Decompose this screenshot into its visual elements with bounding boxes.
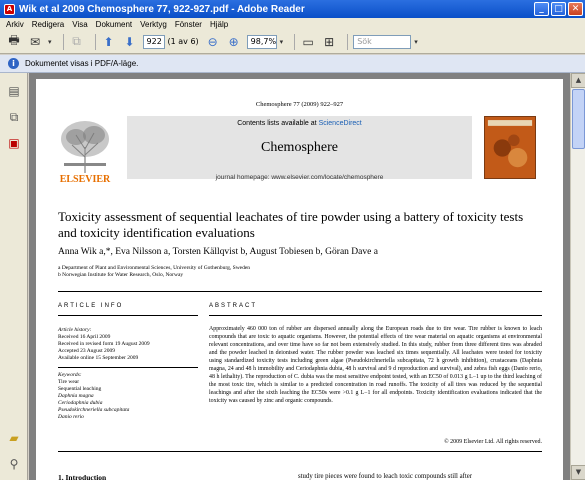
pages-icon[interactable]: ▤ — [8, 84, 20, 98]
history-item: Accepted 23 August 2009 — [58, 348, 115, 354]
contents-line — [127, 120, 472, 127]
toolbar-separator — [63, 34, 64, 50]
menu-dokument[interactable]: Dokument — [95, 19, 133, 29]
chevron-down-icon[interactable]: ▾ — [48, 37, 52, 46]
elsevier-tree-logo — [54, 117, 116, 173]
keyword: Pseudokirchneriella subcapitata — [58, 407, 130, 413]
keyword: Daphnia magna — [58, 393, 94, 399]
menu-bar — [0, 18, 585, 30]
menu-fonster[interactable]: Fönster — [174, 19, 202, 29]
keywords-label: Keywords: — [58, 372, 82, 378]
fit-width-icon[interactable]: ⊞ — [324, 34, 335, 49]
copyright: © 2009 Elsevier Ltd. All rights reserved. — [444, 439, 542, 445]
close-button[interactable]: ✕ — [568, 2, 583, 16]
affiliation-b: b Norwegian Institute for Water Research, Oslo, Norway — [58, 272, 184, 278]
title-bar — [0, 0, 585, 18]
window-title: Wik et al 2009 Chemosphere 77, 922-927.pdf - Adobe Reader — [19, 3, 305, 15]
journal-name: Chemosphere — [261, 140, 338, 155]
contents-prefix: Contents lists available at — [237, 120, 319, 127]
previous-page-icon[interactable]: ⬆ — [103, 34, 114, 49]
toolbar — [0, 30, 585, 54]
page-number-input[interactable]: 922 — [143, 35, 165, 49]
journal-reference: Chemosphere 77 (2009) 922–927 — [255, 101, 344, 108]
history-item: Received in revised form 19 August 2009 — [58, 341, 150, 347]
zoom-in-icon[interactable]: ⊕ — [228, 34, 239, 49]
print-icon[interactable]: 🖶 — [8, 33, 20, 47]
scrollbar-thumb[interactable] — [572, 89, 585, 149]
elsevier-wordmark: ELSEVIER — [59, 174, 111, 185]
menu-visa[interactable]: Visa — [72, 19, 88, 29]
divider — [209, 315, 542, 316]
keyword: Ceriodaphnia dubia — [58, 400, 103, 406]
email-icon[interactable]: ✉ — [29, 34, 41, 49]
article-title: Toxicity assessment of sequential leachates of tire powder using a battery of toxicity tests and toxicity identification evaluations — [58, 209, 524, 240]
navigation-pane — [0, 73, 28, 480]
divider — [58, 315, 198, 316]
divider — [58, 367, 198, 368]
collaborate-icon[interactable]: ⧉ — [72, 34, 81, 48]
page-count-label: (1 av 6) — [167, 37, 199, 46]
article-info — [58, 327, 198, 421]
article-info-heading: ARTICLE INFO — [58, 303, 124, 309]
divider — [58, 291, 542, 292]
minimize-button[interactable]: _ — [534, 2, 549, 16]
search-input[interactable]: Sök — [353, 35, 411, 49]
menu-hjalp[interactable]: Hjälp — [209, 19, 229, 29]
divider — [58, 451, 542, 452]
affiliation-a: a Department of Plant and Environmental Sciences, University of Gothenburg, Sweden — [58, 265, 251, 271]
author-list: Anna Wik a,*, Eva Nilsson a, Torsten Källqvist b, August Tobiesen b, Göran Dave a — [58, 247, 378, 257]
menu-verktyg[interactable]: Verktyg — [140, 19, 167, 29]
introduction-heading: 1. Introduction — [58, 473, 107, 480]
body-text-column-2: study tire pieces were found to leach toxic compounds still after — [298, 473, 473, 480]
journal-homepage: journal homepage: www.elsevier.com/locate/chemosphere — [215, 174, 384, 181]
keyword: Danio rerio — [58, 414, 84, 420]
abstract-text: Approximately 460 000 ton of rubber are dispersed annually along the European roads due to tire wear. Tire rubber is known to leach compounds that are toxic to aquatic organisms. However, the potential effects of tire wear material on aquatic organisms at environmental relevant concentrations, and over time have so far not been extensively studied. In this study, rubber from three different tires was abraded and the powder leached in deionised water. The rubber powder was leached six times sequentially. All leachates were tested for toxicity using standardized toxicity tests including green algae (Pseudokirchneriella subcapitata, 72 h growth inhibition), crustaceans (Daphnia magna, 24 and 48 h immobility and Ceriodaphnia dubia, 48 h survival and 9 d reproduction and survival), and zebra fish eggs (Danio rerio, 48 h lethality). The reproduction of C. dubia was the most sensitive endpoint tested, with an EC50 of 0.013 g L−1 up to the third leaching of the most toxic tire, which is similar to a predicted concentration in road runoffs. The toxicity of all tires was reduced by the sequential leachings and after the sixth leaching the EC50s were >0.1 g L−1 for all endpoints. Toxicity identification evaluations indicated that the toxicity was caused by zinc and organic compounds. — [209, 326, 542, 404]
document-area[interactable] — [29, 73, 570, 480]
zoom-input[interactable]: 98,7% — [247, 35, 277, 49]
keyword: Sequential leaching — [58, 386, 102, 392]
comments-icon[interactable]: ▰ — [9, 431, 19, 445]
attachments-icon[interactable]: ⧉ — [9, 109, 19, 124]
info-text: Dokumentet visas i PDF/A-läge. — [25, 59, 139, 68]
journal-cover-image — [484, 116, 536, 179]
chevron-down-icon[interactable]: ▾ — [279, 37, 284, 46]
history-item: Received 16 April 2009 — [58, 334, 111, 340]
menu-redigera[interactable]: Redigera — [31, 19, 65, 29]
info-icon: i — [8, 58, 19, 69]
menu-arkiv[interactable]: Arkiv — [6, 19, 24, 29]
pdf-page — [36, 79, 563, 480]
zoom-out-icon[interactable]: ⊖ — [207, 34, 218, 49]
info-bar — [0, 55, 585, 73]
paperclip-icon[interactable]: ⚲ — [9, 457, 19, 471]
toolbar-separator — [95, 34, 96, 50]
toolbar-separator — [294, 34, 295, 50]
scroll-up-icon[interactable]: ▲ — [571, 73, 585, 88]
sciencedirect-link[interactable]: ScienceDirect — [318, 120, 362, 127]
vertical-scrollbar[interactable] — [570, 73, 585, 480]
chevron-down-icon[interactable]: ▾ — [414, 37, 418, 46]
next-page-icon[interactable]: ⬇ — [124, 34, 135, 49]
maximize-button[interactable]: □ — [551, 2, 566, 16]
abstract-heading: ABSTRACT — [209, 303, 258, 309]
keyword: Tire wear — [58, 379, 80, 385]
history-item: Available online 15 September 2009 — [58, 355, 139, 361]
journal-header — [127, 116, 472, 179]
toolbar-separator — [347, 34, 348, 50]
fit-page-icon[interactable]: ▭ — [302, 34, 314, 49]
adobe-reader-icon: A — [4, 4, 15, 15]
history-label: Article history: — [58, 327, 92, 333]
pdf-icon[interactable]: ▣ — [8, 136, 20, 150]
scroll-down-icon[interactable]: ▼ — [571, 465, 585, 480]
